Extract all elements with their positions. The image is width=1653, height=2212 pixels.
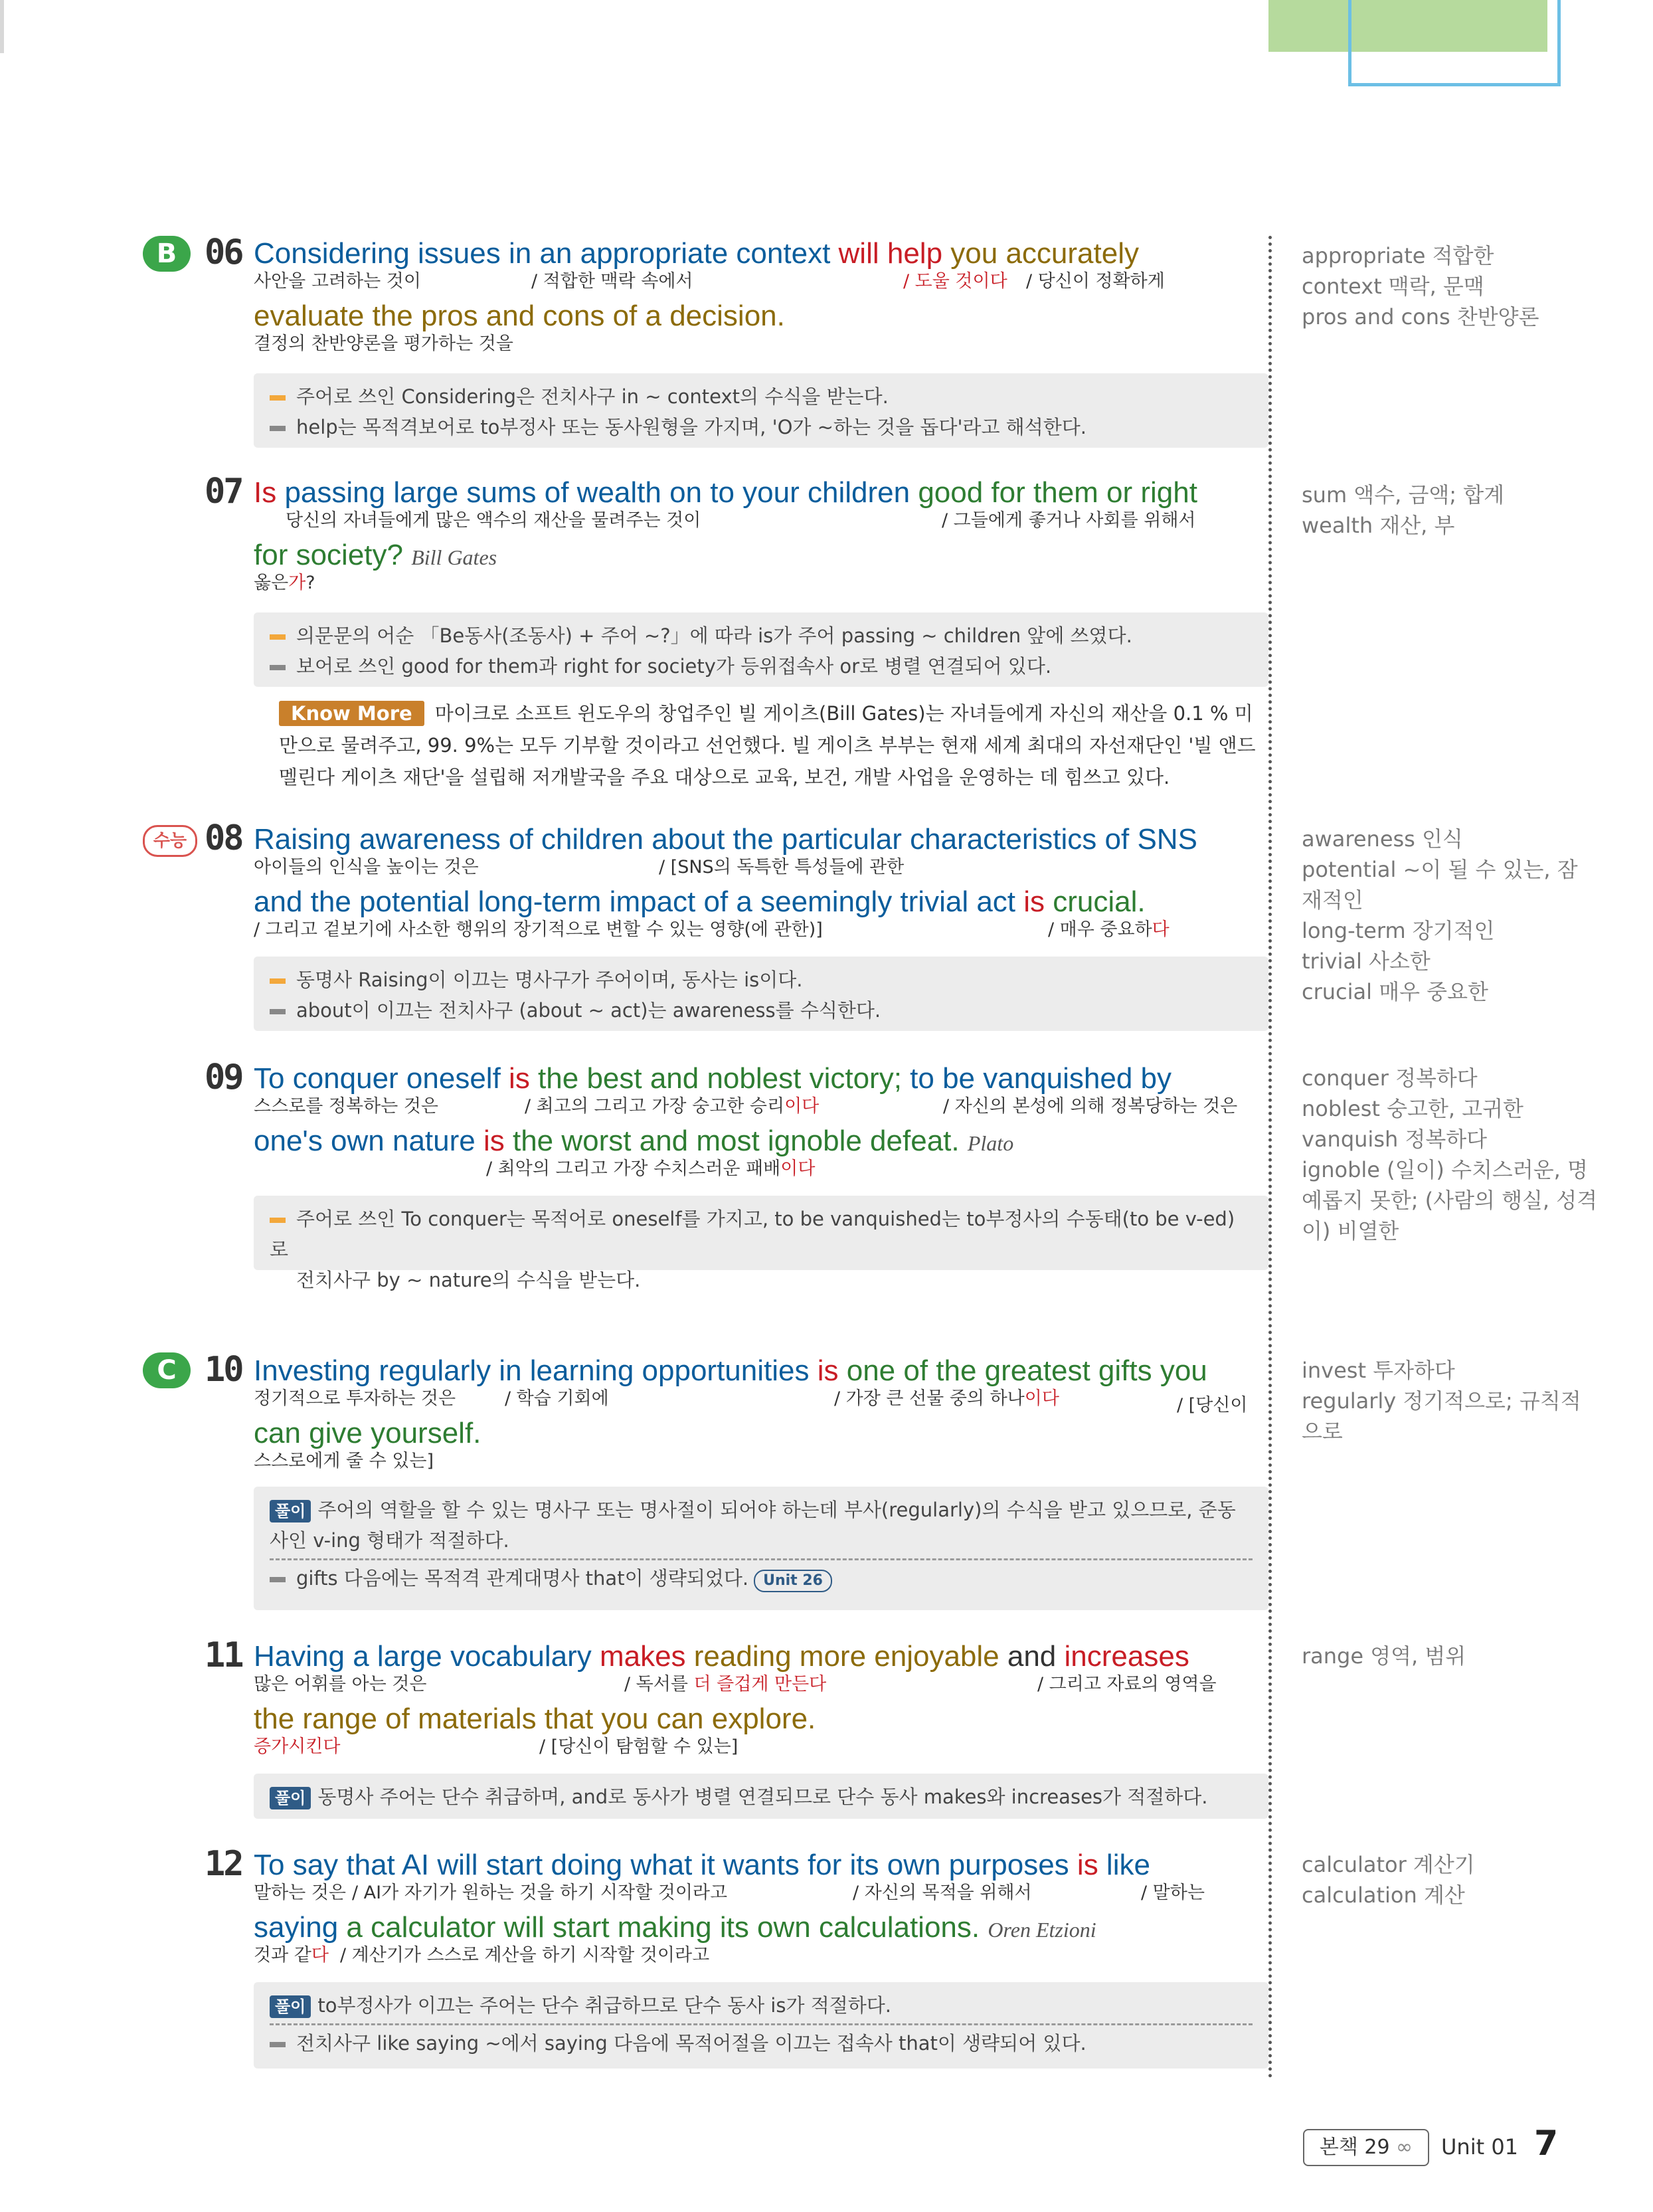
suneung-badge: 수능 <box>143 825 197 857</box>
sentence-08-line1: Raising awareness of children about the particular characteristics of SNS <box>254 823 1197 856</box>
unit-reference-link[interactable]: Unit 26 <box>754 1570 832 1592</box>
book-page-reference: 본책 29 ∞ <box>1303 2129 1429 2166</box>
page-number: 7 <box>1534 2124 1559 2164</box>
gloss-07-2: 옳은가? <box>254 573 315 593</box>
sentence-09-line1: To conquer oneself is the best and noblest victory; to be vanquished by <box>254 1062 1172 1095</box>
gloss-10-2: 스스로에게 줄 수 있는] <box>254 1451 434 1471</box>
gloss-08-2b: / 매우 중요하다 <box>1048 919 1170 940</box>
column-divider <box>1268 236 1272 2079</box>
gloss-06-1d: / 당신이 정확하게 <box>1026 271 1165 292</box>
link-icon: ∞ <box>1396 2136 1413 2159</box>
sentence-12-line2: saying a calculator will start making its own calculations. Oren Etzioni <box>254 1911 1096 1944</box>
grammar-note-09: 주어로 쓰인 To conquer는 목적어로 oneself를 가지고, to be vanquished는 to부정사의 수동태(to be v-ed)로 전치사구 by ~ nature의 수식을 받는다. <box>254 1196 1268 1270</box>
section-badge-b: B <box>143 236 191 272</box>
gloss-10-1b: / 학습 기회에 <box>505 1388 609 1409</box>
author-name: Bill Gates <box>411 545 497 569</box>
gloss-12-1c: / 자신의 목적을 위해서 <box>853 1883 1032 1903</box>
sentence-10-line1: Investing regularly in learning opportunities is one of the greatest gifts you <box>254 1354 1207 1387</box>
gloss-07-1a: 당신의 자녀들에게 많은 액수의 재산을 물려주는 것이 <box>286 510 701 531</box>
gloss-09-2: / 최악의 그리고 가장 수치스러운 패배이다 <box>486 1158 816 1179</box>
section-badge-c: C <box>143 1352 191 1388</box>
sentence-10-line2: can give yourself. <box>254 1417 481 1449</box>
solution-tag: 풀이 <box>270 1500 311 1522</box>
grammar-note-07: 의문문의 어순 「Be동사(조동사) + 주어 ~?」에 따라 is가 주어 passing ~ children 앞에 쓰였다. 보어로 쓰인 good for them과 right for society가 등위접속사 or로 병렬 연결되어 있다. <box>254 612 1268 687</box>
sentence-07-line1: Is passing large sums of wealth on to your children good for them or right <box>254 476 1197 509</box>
vocab-list-08: awareness 인식 potential ~이 될 수 있는, 잠 재적인 long-term 장기적인 trivial 사소한 crucial 매우 중요한 <box>1302 826 1578 1004</box>
grammar-note-10: 풀이 주어의 역할을 할 수 있는 명사구 또는 명사절이 되어야 하는데 부사(regularly)의 수식을 받고 있으므로, 준동 사인 v-ing 형태가 적절하다. gifts 다음에는 목적격 관계대명사 that이 생략되었다. Unit 26 <box>254 1487 1268 1610</box>
author-name: Plato <box>967 1131 1014 1155</box>
gloss-11-1c: / 그리고 자료의 영역을 <box>1037 1674 1217 1695</box>
sentence-number: 11 <box>205 1635 242 1675</box>
gloss-09-1c: / 자신의 본성에 의해 정복당하는 것은 <box>943 1096 1238 1117</box>
gloss-06-1c: / 도울 것이다 <box>903 271 1007 292</box>
gloss-11-1b: / 독서를 더 즐겁게 만든다 <box>624 1674 827 1695</box>
vocab-list-06: appropriate 적합한 context 맥락, 문맥 pros and cons 찬반양론 <box>1302 243 1539 329</box>
header-blue-frame <box>1348 0 1561 86</box>
grammar-note-06: 주어로 쓰인 Considering은 전치사구 in ~ context의 수식을 받는다. help는 목적격보어로 to부정사 또는 동사원형을 가지며, 'O가 ~하는 것을 돕다'라고 해석한다. <box>254 373 1268 448</box>
gloss-08-2a: / 그리고 겉보기에 사소한 행위의 장기적으로 변할 수 있는 영향(에 관한)] <box>254 919 823 940</box>
gloss-12-1d: / 말하는 <box>1141 1883 1205 1903</box>
sentence-number: 10 <box>205 1350 242 1390</box>
gloss-10-1c: / 가장 큰 선물 중의 하나이다 <box>834 1388 1059 1409</box>
sentence-07-line2: for society? Bill Gates <box>254 539 497 571</box>
solution-tag: 풀이 <box>270 1995 311 2018</box>
gloss-12-2a: 것과 같다 <box>254 1945 329 1966</box>
sentence-11-line1: Having a large vocabulary makes reading more enjoyable and increases <box>254 1640 1189 1673</box>
sentence-09-line2: one's own nature is the worst and most ignoble defeat. Plato <box>254 1125 1014 1157</box>
gloss-12-1a: 말하는 것은 <box>254 1883 346 1903</box>
gloss-10-1a: 정기적으로 투자하는 것은 <box>254 1388 456 1409</box>
gloss-10-1d: / [당신이 <box>1177 1395 1248 1416</box>
sentence-number: 09 <box>205 1058 242 1097</box>
unit-label: Unit 01 <box>1441 2134 1519 2160</box>
sentence-06-line1: Considering issues in an appropriate context will help you accurately <box>254 237 1139 270</box>
gloss-08-1a: 아이들의 인식을 높이는 것은 <box>254 857 479 877</box>
gloss-09-1a: 스스로를 정복하는 것은 <box>254 1096 438 1117</box>
gloss-06-1b: / 적합한 맥락 속에서 <box>531 271 693 292</box>
know-more-tag: Know More <box>279 701 424 726</box>
vocab-list-10: invest 투자하다 regularly 정기적으로; 규칙적 으로 <box>1302 1358 1581 1444</box>
sentence-number: 08 <box>205 818 242 858</box>
sentence-number: 07 <box>205 472 242 511</box>
gloss-12-1b: / AI가 자기가 원하는 것을 하기 시작할 것이라고 <box>352 1883 728 1903</box>
author-name: Oren Etzioni <box>988 1918 1096 1942</box>
gloss-11-2b: / [당신이 탐험할 수 있는] <box>539 1736 739 1757</box>
gloss-11-2a: 증가시킨다 <box>254 1736 341 1757</box>
gloss-07-1b: / 그들에게 좋거나 사회를 위해서 <box>942 510 1196 531</box>
grammar-note-12: 풀이 to부정사가 이끄는 주어는 단수 취급하므로 단수 동사 is가 적절하다. 전치사구 like saying ~에서 saying 다음에 목적어절을 이끄는 접속사 that이 생략되어 있다. <box>254 1982 1268 2069</box>
vocab-list-09: conquer 정복하다 noblest 숭고한, 고귀한 vanquish 정복하다 ignoble (일이) 수치스러운, 명 예롭지 못한; (사람의 행실, 성격 이) 비열한 <box>1302 1065 1598 1244</box>
sentence-11-line2: the range of materials that you can explore. <box>254 1703 816 1735</box>
gloss-06-2: 결정의 찬반양론을 평가하는 것을 <box>254 333 513 354</box>
vocab-list-07: sum 액수, 금액; 합계 wealth 재산, 부 <box>1302 482 1505 538</box>
gloss-12-2b: / 계산기가 스스로 계산을 하기 시작할 것이라고 <box>340 1945 710 1966</box>
gloss-09-1b: / 최고의 그리고 가장 숭고한 승리이다 <box>525 1096 820 1117</box>
grammar-note-08: 동명사 Raising이 이끄는 명사구가 주어이며, 동사는 is이다. about이 이끄는 전치사구 (about ~ act)는 awareness를 수식한다. <box>254 957 1268 1031</box>
solution-tag: 풀이 <box>270 1787 311 1809</box>
sentence-08-line2: and the potential long-term impact of a seemingly trivial act is crucial. <box>254 885 1146 918</box>
sentence-06-line2: evaluate the pros and cons of a decision. <box>254 300 785 332</box>
vocab-list-11: range 영역, 범위 <box>1302 1643 1466 1669</box>
gloss-11-1a: 많은 어휘를 아는 것은 <box>254 1674 427 1695</box>
page-edge-mark <box>0 0 4 53</box>
gloss-08-1b: / [SNS의 독특한 특성들에 관한 <box>659 857 905 877</box>
sentence-number: 12 <box>205 1844 242 1884</box>
gloss-06-1a: 사안을 고려하는 것이 <box>254 271 421 292</box>
grammar-note-11: 풀이 동명사 주어는 단수 취급하며, and로 동사가 병렬 연결되므로 단수 동사 makes와 increases가 적절하다. <box>254 1774 1268 1819</box>
sentence-12-line1: To say that AI will start doing what it wants for its own purposes is like <box>254 1849 1150 1881</box>
vocab-list-12: calculator 계산기 calculation 계산 <box>1302 1852 1475 1908</box>
know-more-box: Know More 마이크로 소프트 윈도우의 창업주인 빌 게이츠(Bill Gates)는 자녀들에게 자신의 재산을 0.1 % 미만으로 물려주고, 99. 9%는 모두 기부할 것이라고 선언했다. 빌 게이츠 부부는 현재 세계 최대의 자선재단인 '빌 앤드 멜린다 게이츠 재단'을 설립해 저개발국을 주요 대상으로 교육, 보건, 개발 사업을 운영하는 데 힘쓰고 있다. <box>279 702 1256 788</box>
sentence-number: 06 <box>205 232 242 272</box>
